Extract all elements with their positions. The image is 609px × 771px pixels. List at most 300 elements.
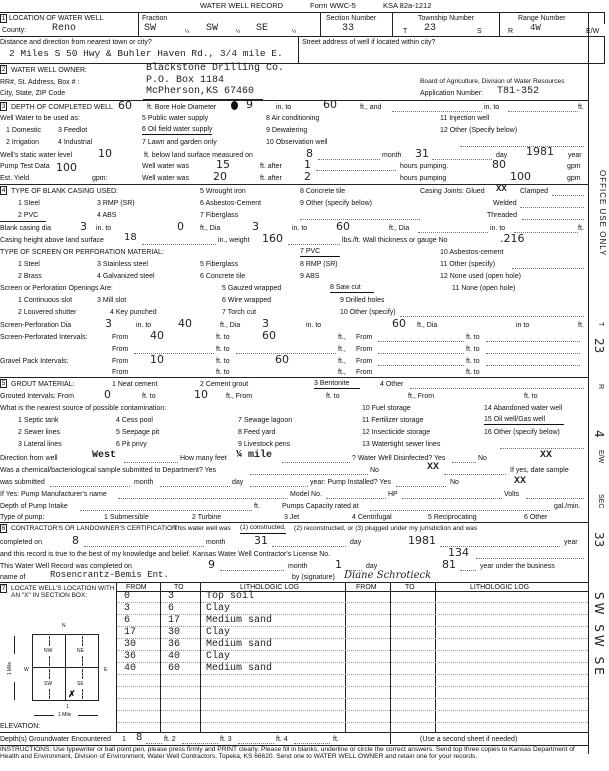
sample-label: Was a chemical/bacteriological sample submitted to Department? Yes — [0, 467, 217, 474]
static-year-label: year — [568, 152, 582, 159]
contamination-label: What is the nearest source of possible contamination: — [0, 405, 167, 412]
office-t-label: T — [597, 322, 604, 327]
hours-pumping-1: hours pumping. — [400, 163, 449, 170]
casing-other[interactable]: 9 Other (specify below) — [300, 200, 372, 207]
casing-height-label: Casing height above land surface — [0, 237, 104, 244]
contam-septic[interactable]: 1 Septic tank — [18, 417, 59, 424]
screen-galvanized[interactable]: 4 Galvanized steel — [97, 273, 155, 280]
well-water-was-2: Well water was — [142, 175, 189, 182]
opening-saw-cut[interactable]: 8 Saw cut — [330, 284, 374, 293]
completed-month-value[interactable]: 8 — [72, 534, 79, 547]
static-level-value[interactable]: 10 — [98, 147, 112, 160]
quarter-1: ¼ — [185, 29, 190, 35]
log-to[interactable]: 3 — [168, 591, 175, 602]
bore-ft-and: ft., and — [360, 104, 382, 111]
perf-in-to-2: in. to — [306, 322, 322, 329]
section-number-value[interactable]: 33 — [342, 23, 355, 34]
business-name[interactable]: Rosencrantz-Bemis Ent. — [50, 570, 169, 580]
log-description[interactable]: Top soil — [206, 591, 255, 602]
perf-dia2-value[interactable]: 3 — [262, 317, 269, 330]
fraction-3[interactable]: SE — [256, 23, 269, 34]
sample-no-label: No — [370, 467, 379, 474]
compass-west: W — [24, 667, 29, 673]
how-many-value[interactable]: ¼ mile — [236, 450, 273, 461]
gravel-from-4: From — [356, 369, 373, 376]
grout-bentonite[interactable]: 3 Bentonite — [314, 380, 360, 389]
grout-cement[interactable]: 2 Cement grout — [200, 381, 249, 388]
pump-type-label: Type of pump: — [0, 514, 45, 521]
log-to[interactable]: 40 — [168, 651, 181, 662]
est-yield-gpm: gpm: — [92, 175, 108, 182]
interval-ft-to-2: ft. to — [466, 334, 480, 341]
gw-ft-2: ft. 2 — [164, 736, 176, 743]
log-to[interactable]: 17 — [168, 615, 181, 626]
ksa-number: KSA 82a-1212 — [383, 1, 432, 10]
gw-ft-3: ft. 3 — [220, 736, 232, 743]
log-to[interactable]: 36 — [168, 639, 181, 650]
sample-yes-mark[interactable]: XX — [514, 476, 527, 487]
casing-concrete[interactable]: 8 Concrete tile — [300, 188, 346, 195]
screen-steel[interactable]: 1 Steel — [18, 261, 40, 268]
pump-intake-ft: ft. — [254, 503, 260, 510]
casing-steel[interactable]: 1 Steel — [18, 200, 40, 207]
grouted-intervals-label: Grouted Intervals: From — [0, 393, 74, 400]
use-air[interactable]: 8 Air conditioning — [266, 115, 320, 122]
pump-submersible[interactable]: 1 Submersible — [104, 514, 149, 521]
screen-material-label: TYPE OF SCREEN OR PERFORATION MATERIAL: — [0, 249, 164, 256]
grout-label: GROUT MATERIAL: — [11, 381, 75, 388]
gravel-ft-to-3: ft. to — [216, 369, 230, 376]
office-t-value: 23 — [592, 338, 606, 354]
opening-gauzed[interactable]: 5 Gauzed wrapped — [222, 285, 282, 292]
section-6-number: 6 — [1, 525, 6, 532]
log-to[interactable]: 6 — [168, 603, 175, 614]
wall-thickness-label: lbs./ft. Wall thickness or gauge No — [342, 237, 448, 244]
interval-from-value[interactable]: 40 — [150, 329, 164, 342]
casing-wrought[interactable]: 5 Wrought iron — [200, 188, 246, 195]
fraction-2[interactable]: SW — [206, 23, 219, 34]
gravel-ft-1: ft., — [338, 358, 346, 365]
gravel-ft-3: ft., — [338, 369, 346, 376]
gauge-value[interactable]: .216 — [500, 232, 525, 245]
bore-ft: ft. — [578, 104, 584, 111]
well-water-value-2[interactable]: 20 — [213, 170, 227, 183]
certification-text-2: (2) reconstructed, or (3) plugged under my jurisdiction and was — [294, 525, 478, 532]
interval-from-2: From — [356, 334, 373, 341]
screen-brass[interactable]: 2 Brass — [18, 273, 42, 280]
well-x-mark: ✗ — [68, 689, 76, 699]
static-month-value[interactable]: 8 — [306, 147, 313, 160]
col-to-1: TO — [174, 584, 184, 591]
section-number-label: Section Number — [326, 15, 377, 22]
blank-dia2-to-value[interactable]: 60 — [336, 220, 350, 233]
blank-dia2-value[interactable]: 3 — [252, 220, 259, 233]
col-litho-2: LITHOLOGIC LOG — [470, 584, 530, 591]
section-1-number: 1 — [1, 15, 6, 22]
office-r-label: R — [597, 384, 604, 390]
contam-livestock[interactable]: 9 Livestock pens — [238, 441, 291, 448]
range-label: Range Number — [518, 15, 566, 22]
galmin-label: gal./min. — [554, 503, 581, 510]
opening-louvered[interactable]: 2 Louvered shutter — [18, 309, 77, 316]
office-quarters: SW SW SE — [592, 592, 606, 678]
intervals-label: Screen-Perforated Intervals: — [0, 334, 88, 341]
quad-sw-label: SW — [44, 681, 53, 687]
owner-label: WATER WELL OWNER: — [11, 67, 87, 74]
perf-ft-dia-2: ft., Dia — [417, 322, 438, 329]
use-oil-field[interactable]: 6 Oil field water supply — [142, 126, 213, 133]
compass-north: N — [62, 623, 66, 629]
record-month-label: month — [288, 563, 308, 570]
contam-fuel[interactable]: 10 Fuel storage — [362, 405, 411, 412]
use-observation[interactable]: 10 Observation well — [266, 139, 328, 146]
true-record-label: and this record is true to the best of my knowledge and belief. Kansas Water Well Contractor's License No. — [0, 551, 331, 558]
instructions: INSTRUCTIONS: Use typewriter or ball point pen, please press firmly and PRINT clearly. Please fill in blanks, underline or circle the correct answers. Send top three copies to Kansas Department of Health and Environment, Division of Environment, Water Well Contractors, Topeka, KS 66620. Send one to WATER WELL OWNER and retain one for your records. — [0, 746, 575, 761]
section-7-number: 7 — [1, 585, 6, 592]
use-feedlot[interactable]: 3 Feedlot — [58, 127, 88, 134]
log-description[interactable]: Medium sand — [206, 663, 273, 674]
pump-mfr-label: If Yes: Pump Manufacturer's name — [0, 491, 107, 498]
quarter-3: ¼ — [292, 29, 297, 35]
fraction-1[interactable]: SW — [144, 23, 157, 34]
blank-ft-dia-2: ft., Dia — [389, 225, 410, 232]
record-month-value[interactable]: 9 — [208, 558, 215, 571]
gpm-label-1: gpm — [567, 163, 581, 170]
opening-drilled[interactable]: 9 Drilled holes — [340, 297, 385, 304]
contam-sewer[interactable]: 2 Sewer lines — [18, 429, 61, 436]
blank-dia-label: Blank casing dia — [0, 225, 51, 232]
casing-rmp[interactable]: 3 RMP (SR) — [97, 200, 135, 207]
screen-rmp[interactable]: 8 RMP (SR) — [300, 261, 338, 268]
perf-to-value[interactable]: 40 — [178, 317, 192, 330]
pump-installed-label: year: Pump Installed? Yes — [310, 479, 391, 486]
casing-weight-label: in., weight — [218, 237, 250, 244]
certification-label: CONTRACTOR'S OR LANDOWNER'S CERTIFICATION — [11, 525, 177, 532]
completed-day-value[interactable]: 31 — [254, 534, 268, 547]
perf-to2-value[interactable]: 60 — [392, 317, 406, 330]
bore-diameter-value[interactable]: 9 — [246, 98, 253, 111]
opening-continuous[interactable]: 1 Continuous slot — [18, 297, 73, 304]
pump-jet[interactable]: 3 Jet — [284, 514, 300, 521]
screen-abs[interactable]: 9 ABS — [300, 273, 320, 280]
gpm-value-1[interactable]: 80 — [492, 158, 506, 171]
use-lawn[interactable]: 7 Lawn and garden only — [142, 139, 217, 146]
contam-feed[interactable]: 8 Feed yard — [238, 429, 276, 436]
pump-test-value[interactable]: 100 — [56, 161, 77, 174]
use-dewatering[interactable]: 9 Dewatering — [266, 127, 308, 134]
casing-fiberglass[interactable]: 7 Fiberglass — [200, 212, 239, 219]
grouted-from-value[interactable]: 0 — [104, 388, 111, 401]
grouted-ft-from-2: ft., From — [408, 393, 435, 400]
owner-value[interactable]: Blackstone Drilling Co. — [146, 63, 285, 74]
use-injection[interactable]: 11 Injection well — [440, 115, 490, 122]
record-completed-label: This Water Well Record was completed on — [0, 563, 132, 570]
gravel-label: Gravel Pack Intervals: — [0, 358, 69, 365]
office-sec-label: SEC — [597, 494, 604, 509]
perf-ft: ft. — [578, 322, 584, 329]
depth-label: DEPTH OF COMPLETED WELL — [11, 104, 113, 111]
record-day-value[interactable]: 1 — [335, 558, 342, 571]
township-t: T — [403, 28, 408, 35]
perf-in-to: in. to — [136, 322, 152, 329]
gw-1-label: 1 — [122, 736, 126, 743]
use-other[interactable]: 12 Other (Specify below) — [440, 127, 518, 134]
opening-none[interactable]: 11 None (open hole) — [452, 285, 516, 292]
screen-none[interactable]: 12 None used (open hole) — [440, 273, 521, 280]
range-r: R — [508, 28, 514, 35]
gravel-from-3: From — [112, 369, 129, 376]
interval-ft-3: ft., — [338, 346, 346, 353]
contam-fertilizer[interactable]: 11 Fertilizer storage — [362, 417, 424, 424]
interval-from-3: From — [112, 346, 129, 353]
pump-centrifugal[interactable]: 4 Centrifugal — [352, 514, 392, 521]
log-from[interactable]: 40 — [124, 663, 137, 674]
gw-ft: ft. — [333, 736, 339, 743]
township-s: S — [477, 28, 482, 35]
was-submitted-label: was submitted — [0, 479, 45, 486]
opening-torch[interactable]: 7 Torch cut — [222, 309, 257, 316]
second-sheet-note: (Use a second sheet if needed) — [420, 736, 518, 743]
board-label: Board of Agriculture, Division of Water Resources — [420, 78, 565, 85]
use-public[interactable]: 5 Public water supply — [142, 115, 209, 122]
section-4-number: 4 — [1, 187, 6, 194]
hours-after-1[interactable]: 1 — [304, 158, 311, 171]
grouted-ft-from: ft., From — [226, 393, 253, 400]
quad-ne-label: NE — [77, 648, 84, 654]
log-to[interactable]: 30 — [168, 627, 181, 638]
constructed-option[interactable]: (1) constructed, — [240, 525, 286, 534]
gravel-from-1: From — [112, 358, 129, 365]
screen-asbestos[interactable]: 10 Asbestos-cement — [440, 249, 504, 256]
contam-abandoned[interactable]: 14 Abandoned water well — [484, 405, 563, 412]
distance-value[interactable]: 2 Miles S 50 Hwy & Buhler Haven Rd., 3/4 mile E. — [9, 48, 283, 59]
blank-dia-value[interactable]: 3 — [80, 220, 87, 233]
col-to-2: TO — [405, 584, 415, 591]
disinfected-no-mark[interactable]: XX — [540, 450, 553, 461]
joints-clamped[interactable]: Clamped — [520, 188, 549, 195]
blank-to-value[interactable]: 0 — [177, 220, 184, 233]
bore-in-to: in. to — [276, 104, 292, 111]
joints-threaded[interactable]: Threaded — [487, 212, 517, 219]
gravel-from-2: From — [356, 358, 373, 365]
opening-key[interactable]: 4 Key punched — [110, 309, 157, 316]
screen-fiberglass[interactable]: 5 Fiberglass — [200, 261, 239, 268]
fraction-label: Fraction — [142, 15, 168, 22]
interval-from-1: From — [112, 334, 129, 341]
gravel-ft-to-1: ft. to — [216, 358, 230, 365]
contam-other[interactable]: 16 Other (specify below) — [484, 429, 560, 436]
interval-to-value[interactable]: 60 — [262, 329, 276, 342]
record-year-value[interactable]: 81 — [442, 558, 456, 571]
contam-insecticide[interactable]: 12 Insecticide storage — [362, 429, 431, 436]
compass-south: 1 — [66, 704, 69, 710]
pump-installed-no: No — [450, 479, 459, 486]
completed-month-label: month — [206, 539, 226, 546]
range-ew: E/W — [586, 28, 600, 35]
certification-text-1: : This water well was — [170, 525, 231, 532]
log-from[interactable]: 6 — [124, 615, 131, 626]
gravel-ft-to-4: ft. to — [466, 369, 480, 376]
completed-year-label: year — [564, 539, 578, 546]
pump-test-label: Pump Test Data — [0, 163, 50, 170]
log-from[interactable]: 0 — [124, 591, 131, 602]
bore-label: ft. Bore Hole Diameter — [147, 104, 217, 111]
year-under-label: year under the business — [480, 563, 555, 570]
application-label: Application Number: — [420, 90, 484, 97]
log-description[interactable]: Clay — [206, 627, 231, 638]
bore-to-value[interactable]: 60 — [323, 98, 337, 111]
use-irrigation[interactable]: 2 Irrigation — [6, 139, 40, 146]
use-industrial[interactable]: 4 Industrial — [58, 139, 93, 146]
location-label: LOCATION OF WATER WELL — [9, 15, 104, 22]
blank-in-to-3: in. to — [490, 225, 506, 232]
screen-pvc[interactable]: 7 PVC — [300, 248, 340, 257]
record-day-label: day — [366, 563, 378, 570]
interval-from-4: From — [356, 346, 373, 353]
contam-watertight[interactable]: 13 Watertight sewer lines — [362, 441, 441, 448]
casing-height-value[interactable]: 18 — [124, 232, 137, 243]
log-from[interactable]: 3 — [124, 603, 131, 614]
log-to[interactable]: 60 — [168, 663, 181, 674]
static-year-value[interactable]: 1981 — [526, 145, 554, 158]
sample-no-mark[interactable]: XX — [427, 462, 440, 473]
elevation-label: ELEVATION: — [0, 723, 41, 730]
direction-label: Direction from well — [0, 455, 58, 462]
name-of-label: name of — [0, 574, 26, 581]
if-yes-label: If yes, date sample — [510, 467, 569, 474]
interval-ft-to-1: ft. to — [216, 334, 230, 341]
screen-concrete[interactable]: 6 Concrete tile — [200, 273, 246, 280]
hours-after-2[interactable]: 2 — [304, 170, 311, 183]
section-box[interactable] — [0, 610, 116, 720]
distance-label: Distance and direction from nearest town or city? — [0, 39, 152, 46]
capacity-label: Pumps Capacity rated at — [282, 503, 359, 510]
range-value[interactable]: 4W — [530, 23, 541, 33]
city-label: City, State, ZIP Code — [0, 90, 66, 97]
address-value[interactable]: P.O. Box 1184 — [146, 75, 225, 86]
screen-stainless[interactable]: 3 Stainless steel — [97, 261, 148, 268]
log-from[interactable]: 30 — [124, 639, 137, 650]
groundwater-label: Depth(s) Groundwater Encountered — [0, 736, 111, 743]
grout-neat[interactable]: 1 Neat cement — [112, 381, 158, 388]
pump-turbine[interactable]: 2 Turbine — [192, 514, 222, 521]
static-measured-label: ft. below land surface measured on — [144, 152, 253, 159]
contam-cess[interactable]: 4 Cess pool — [116, 417, 153, 424]
casing-abs[interactable]: 4 ABS — [97, 212, 117, 219]
col-litho-1: LITHOLOGIC LOG — [240, 584, 300, 591]
opening-wire[interactable]: 6 Wire wrapped — [222, 297, 272, 304]
interval-ft-to-3: ft. to — [216, 346, 230, 353]
pump-reciprocating[interactable]: 5 Reciprocating — [428, 514, 477, 521]
log-description[interactable]: Medium sand — [206, 615, 273, 626]
log-from[interactable]: 17 — [124, 627, 137, 638]
log-description[interactable]: Clay — [206, 651, 231, 662]
opening-mill[interactable]: 3 Mill slot — [97, 297, 127, 304]
casing-label: TYPE OF BLANK CASING USED: — [11, 188, 118, 195]
perf-ft-dia: ft., Dia — [220, 322, 241, 329]
completed-year-value[interactable]: 1981 — [408, 534, 436, 547]
well-water-value-1[interactable]: 15 — [216, 158, 230, 171]
office-ew-label: E/W — [597, 450, 604, 464]
form-number: Form WWC-5 — [310, 1, 356, 10]
static-day-value[interactable]: 31 — [415, 147, 429, 160]
grouted-to-value[interactable]: 10 — [194, 388, 208, 401]
log-description[interactable]: Clay — [206, 603, 231, 614]
blank-in-to: in. to — [96, 225, 112, 232]
quarter-2: ¼ — [236, 29, 241, 35]
gravel-from-value[interactable]: 10 — [150, 353, 164, 366]
opening-other[interactable]: 10 Other (specify) — [340, 309, 396, 316]
section-2-number: 2 — [1, 66, 6, 73]
casing-asbestos[interactable]: 6 Asbestos-Cement — [200, 200, 262, 207]
quad-nw-label: NW — [44, 648, 53, 654]
ft-after-1: ft. after — [260, 163, 282, 170]
grout-other[interactable]: 4 Other — [380, 381, 404, 388]
completed-day-label: day — [350, 539, 362, 546]
hp-label: HP — [388, 491, 398, 498]
log-description[interactable]: Medium sand — [206, 639, 273, 650]
casing-pvc[interactable]: 2 PVC — [18, 212, 39, 219]
use-domestic[interactable]: 1 Domestic — [6, 127, 42, 134]
grouted-ft-to-2: ft. to — [326, 393, 340, 400]
gw-ft-4: ft. 4 — [276, 736, 288, 743]
well-water-was-1: Well water was — [142, 163, 189, 170]
completed-on-label: completed on — [0, 539, 43, 546]
county-value[interactable]: Reno — [52, 23, 77, 34]
gravel-to-value[interactable]: 60 — [275, 353, 289, 366]
address-label: RR#, St. Address, Box # : — [0, 79, 80, 86]
groundwater-1-value[interactable]: 8 — [136, 732, 143, 743]
locate-label: LOCATE WELL'S LOCATION WITH AN "X" IN SECTION BOX: — [11, 585, 115, 600]
township-value[interactable]: 23 — [424, 23, 437, 34]
contam-sewage[interactable]: 7 Sewage lagoon — [238, 417, 293, 424]
application-number[interactable]: T81-352 — [497, 86, 540, 97]
contam-pit-privy[interactable]: 6 Pit privy — [116, 441, 147, 448]
pump-intake-label: Depth of Pump Intake — [0, 503, 68, 510]
casing-weight-value[interactable]: 160 — [262, 232, 283, 245]
perf-dia-value[interactable]: 3 — [105, 317, 112, 330]
signature-value[interactable]: Diane Schrotieck — [344, 570, 432, 581]
contam-seepage[interactable]: 5 Seepage pit — [116, 429, 160, 436]
direction-value[interactable]: West — [92, 450, 117, 461]
section-3-number: 3 — [1, 103, 6, 110]
contam-lateral[interactable]: 3 Lateral lines — [18, 441, 62, 448]
screen-other[interactable]: 11 Other (specify) — [440, 261, 496, 268]
office-sec-value: 33 — [592, 532, 606, 548]
disinfected-no-label: No — [478, 455, 487, 462]
pump-other[interactable]: 6 Other — [524, 514, 548, 521]
openings-label: Screen or Perforation Openings Are: — [0, 285, 113, 292]
hours-pumping-2: hours pumping — [400, 175, 447, 182]
submitted-month: month — [134, 479, 154, 486]
quad-se-label: SE — [77, 681, 84, 687]
col-from-2: FROM — [356, 584, 377, 591]
gpm-value-2[interactable]: 100 — [510, 170, 531, 183]
city-value[interactable]: McPherson,KS 67460 — [146, 86, 255, 97]
blank-in-to-2: in. to — [292, 225, 308, 232]
disinfected-label: ? Water Well Disinfected? Yes — [352, 455, 446, 462]
office-use-label: OFFICE USE ONLY — [598, 170, 607, 257]
county-label: County: — [2, 27, 27, 34]
log-from[interactable]: 36 — [124, 651, 137, 662]
joints-welded[interactable]: Welded — [493, 200, 517, 207]
contam-oil-gas[interactable]: 15 Oil well/Gas well — [484, 416, 564, 425]
depth-value[interactable]: 60 — [118, 99, 132, 112]
joints-glued-mark[interactable]: XX — [496, 184, 507, 194]
est-yield-label: Est. Yield — [0, 175, 30, 182]
section-5-number: 5 — [1, 380, 6, 387]
license-value[interactable]: 134 — [448, 546, 469, 559]
